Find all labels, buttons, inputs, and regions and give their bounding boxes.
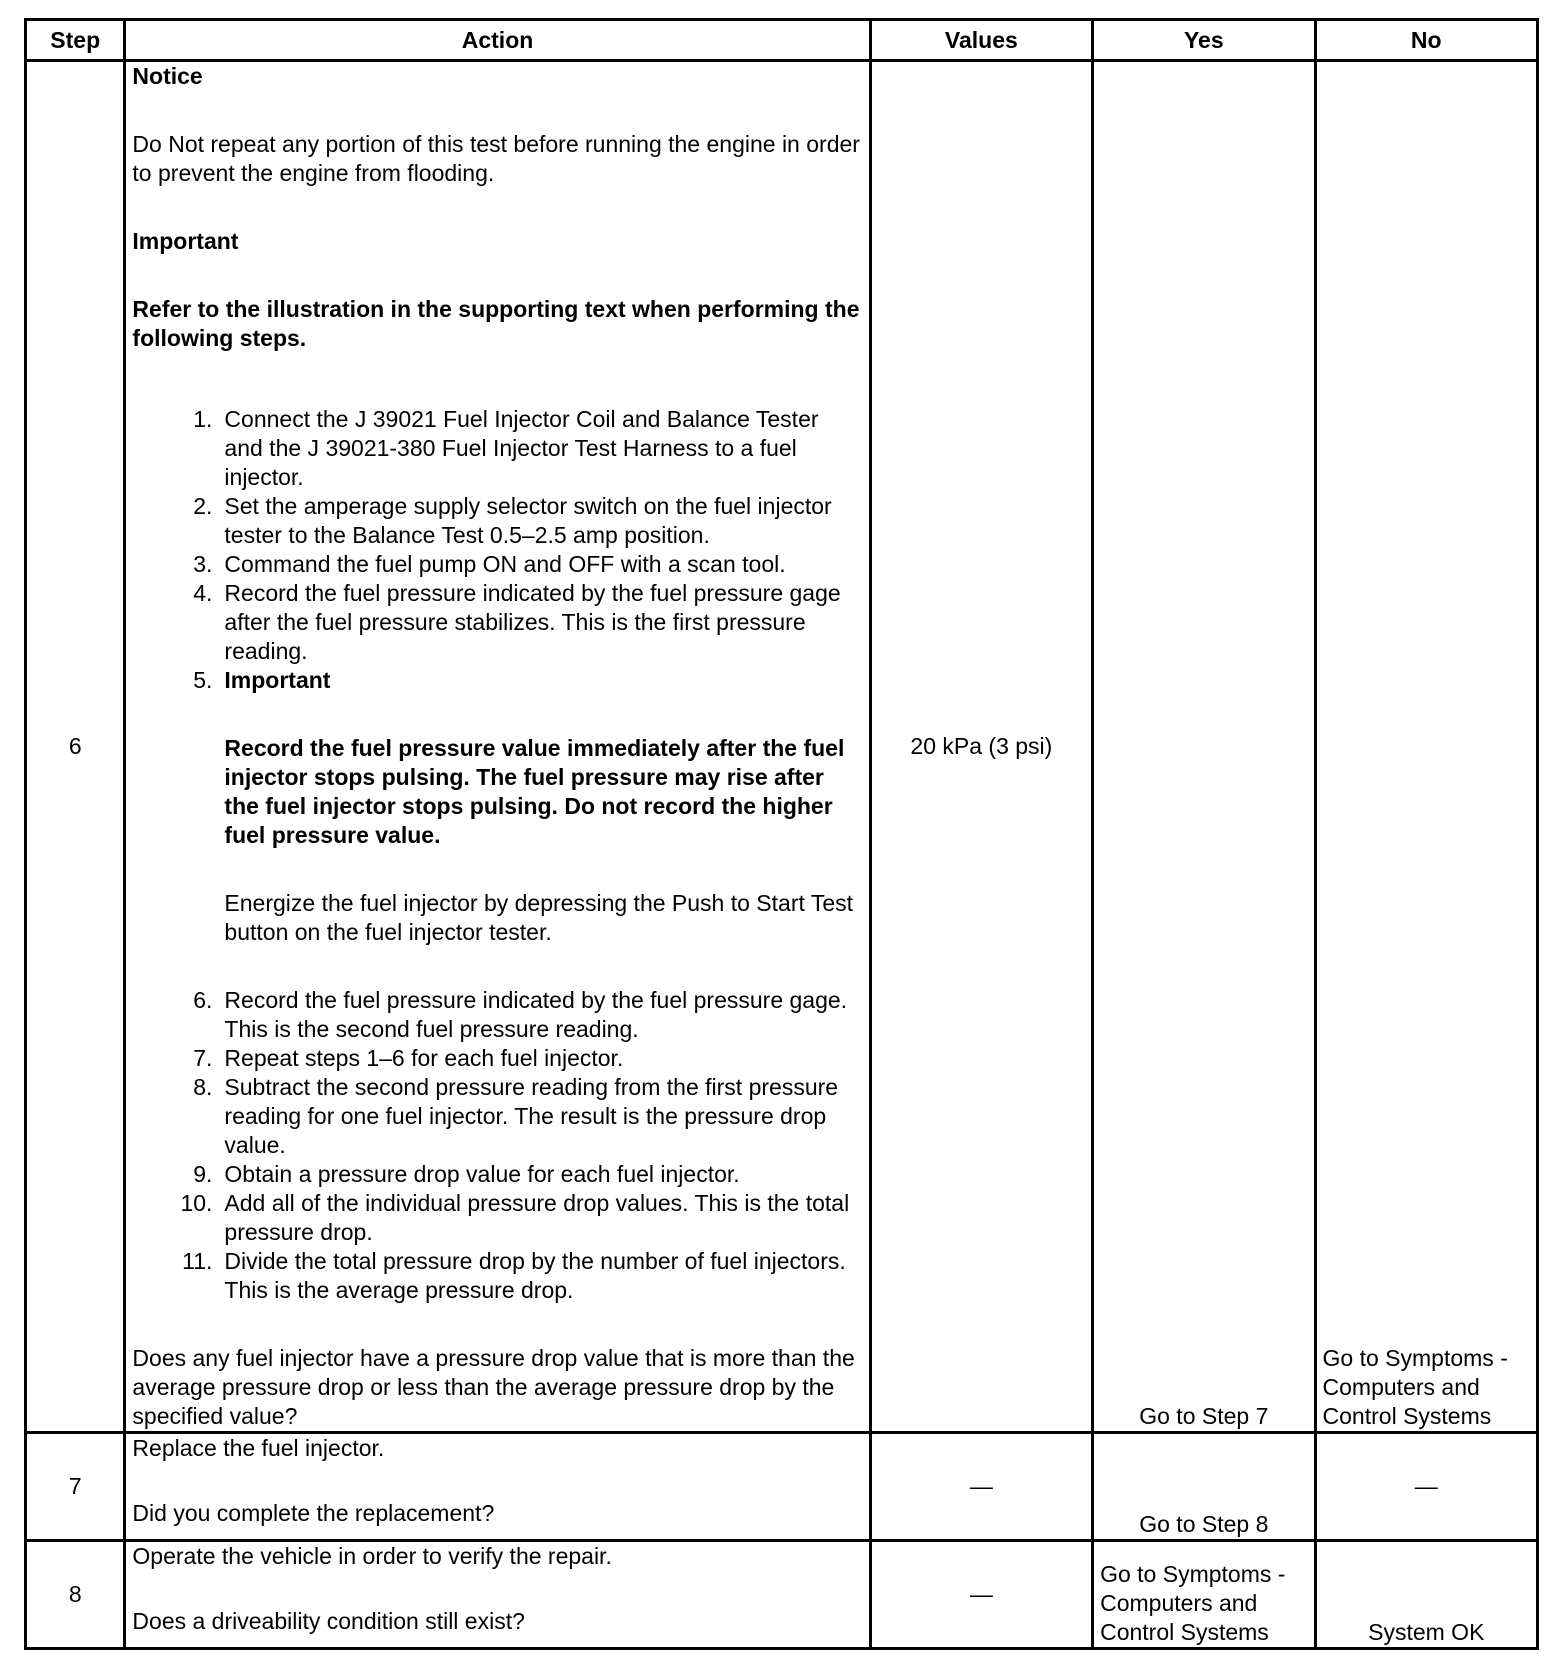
list-item: 1. Connect the J 39021 Fuel Injector Coil and Balance Tester and the J 39021-380 Fuel Injector Test Harness to a fuel injector. — [193, 406, 819, 490]
list-item: 7. Repeat steps 1–6 for each fuel injector. — [193, 1045, 624, 1071]
notice-heading: Notice — [132, 63, 203, 89]
action-text: Replace the fuel injector. — [132, 1435, 385, 1461]
important-text: Refer to the illustration in the supporting text when performing the following steps. — [132, 296, 860, 351]
list-item: 2. Set the amperage supply selector switch on the fuel injector tester to the Balance Test 0.5–2.5 amp position. — [193, 493, 832, 548]
diagnostic-table — [24, 18, 1539, 1650]
question-text: Did you complete the replacement? — [132, 1500, 495, 1526]
procedure-list — [132, 405, 862, 695]
values-cell: 20 kPa (3 psi) — [870, 61, 1092, 1433]
action-cell — [125, 1541, 870, 1649]
action-cell — [125, 61, 870, 1433]
action-text: Operate the vehicle in order to verify the repair. — [132, 1543, 612, 1569]
list-item: 11. Divide the total pressure drop by the number of fuel injectors. This is the average pressure drop. — [182, 1248, 846, 1303]
header-yes: Yes — [1093, 20, 1315, 61]
list-item: 3. Command the fuel pump ON and OFF with a scan tool. — [193, 551, 786, 577]
no-cell: — — [1315, 1433, 1537, 1541]
values-cell: — — [870, 1541, 1092, 1649]
question-text: Does any fuel injector have a pressure drop value that is more than the average pressure drop or less than the average pressure drop by the specified value? — [132, 1345, 855, 1429]
table-row-step-8 — [26, 1541, 1538, 1649]
list-item: 5. Important — [193, 667, 331, 693]
header-action: Action — [125, 20, 870, 61]
step-number: 7 — [26, 1433, 125, 1541]
step5-important-text: Record the fuel pressure value immediately after the fuel injector stops pulsing. The fuel pressure may rise after the fuel injector stops pulsing. Do not record the higher fuel pressure value. — [224, 735, 845, 848]
header-row — [26, 20, 1538, 61]
list-item: 9. Obtain a pressure drop value for each fuel injector. — [193, 1161, 740, 1187]
list-item: 10. Add all of the individual pressure drop values. This is the total pressure drop. — [180, 1190, 850, 1245]
list-item: 8. Subtract the second pressure reading from the first pressure reading for one fuel injector. The result is the pressure drop value. — [193, 1074, 839, 1158]
action-cell — [125, 1433, 870, 1541]
table-row-step-7 — [26, 1433, 1538, 1541]
no-cell: Go to Symptoms - Computers and Control Systems — [1315, 61, 1537, 1433]
header-no: No — [1315, 20, 1537, 61]
header-values: Values — [870, 20, 1092, 61]
yes-cell: Go to Step 7 — [1093, 61, 1315, 1433]
step-number: 8 — [26, 1541, 125, 1649]
list-item: 4. Record the fuel pressure indicated by the fuel pressure gage after the fuel pressure stabilizes. This is the first pressure reading. — [193, 580, 841, 664]
no-cell: System OK — [1315, 1541, 1537, 1649]
question-text: Does a driveability condition still exist? — [132, 1608, 525, 1634]
values-cell: — — [870, 1433, 1092, 1541]
notice-text: Do Not repeat any portion of this test before running the engine in order to prevent the engine from flooding. — [132, 131, 860, 186]
table-row-step-6 — [26, 61, 1538, 1433]
yes-cell: Go to Step 8 — [1093, 1433, 1315, 1541]
procedure-list-continued — [132, 986, 862, 1305]
step-number: 6 — [26, 61, 125, 1433]
list-item: 6. Record the fuel pressure indicated by the fuel pressure gage. This is the second fuel pressure reading. — [193, 987, 848, 1042]
important-heading: Important — [132, 228, 239, 254]
header-step: Step — [26, 20, 125, 61]
step5-text: Energize the fuel injector by depressing the Push to Start Test button on the fuel injector tester. — [224, 890, 854, 945]
yes-cell: Go to Symptoms - Computers and Control Systems — [1093, 1541, 1315, 1649]
